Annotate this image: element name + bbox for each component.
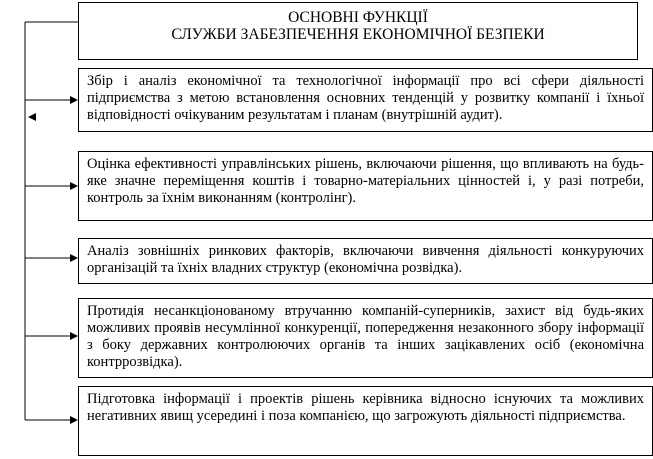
arrowhead-2 — [70, 182, 78, 190]
function-box-controlling — [78, 151, 653, 221]
arrowhead-3 — [70, 254, 78, 262]
arrowhead-1 — [70, 96, 78, 104]
function-text: Оцінка ефективності управлінських рішень, включаючи рішення, що впливають на будь-яке значне переміщення коштів і товарно-матеріальних цінностей і, у разі потреби, контроль за їхнім виконанням (контролінг). — [87, 156, 644, 206]
arrowhead-4 — [70, 332, 78, 340]
function-box-decision-preparation — [78, 386, 653, 456]
title-box — [78, 2, 638, 60]
function-box-economic-intelligence — [78, 238, 653, 284]
function-text: Підготовка інформації і проектів рішень керівника відносно існуючих та можливих негативних явищ усередині і поза компанією, що загрожують діяльності підприємства. — [87, 391, 644, 424]
function-box-counterintelligence — [78, 298, 653, 378]
spine-marker-arrowhead — [28, 113, 36, 121]
function-text: Аналіз зовнішніх ринкових факторів, включаючи вивчення діяльності конкуруючих організацій та їхніх владних структур (економічна розвідка). — [87, 243, 644, 276]
title-line-1: ОСНОВНІ ФУНКЦІЇ — [288, 9, 428, 26]
function-text: Протидія несанкціонованому втручанню компаній-суперників, захист від будь-яких можливих проявів несумлінної конкуренції, попередження незаконного збору інформації з боку державних контролюючих органів та інших зацікавлених осіб (економічна контррозвідка). — [87, 303, 644, 370]
title-line-2: СЛУЖБИ ЗАБЕЗПЕЧЕННЯ ЕКОНОМІЧНОЇ БЕЗПЕКИ — [171, 26, 545, 43]
function-box-internal-audit — [78, 68, 653, 132]
function-text: Збір і аналіз економічної та технологічної інформації про всі сфери діяльності підприємства з метою встановлення основних тенденцій у розвитку компанії і їхньої відповідності очікуваним результатам і планам (внутрішній аудит). — [87, 73, 644, 123]
arrowhead-5 — [70, 416, 78, 424]
